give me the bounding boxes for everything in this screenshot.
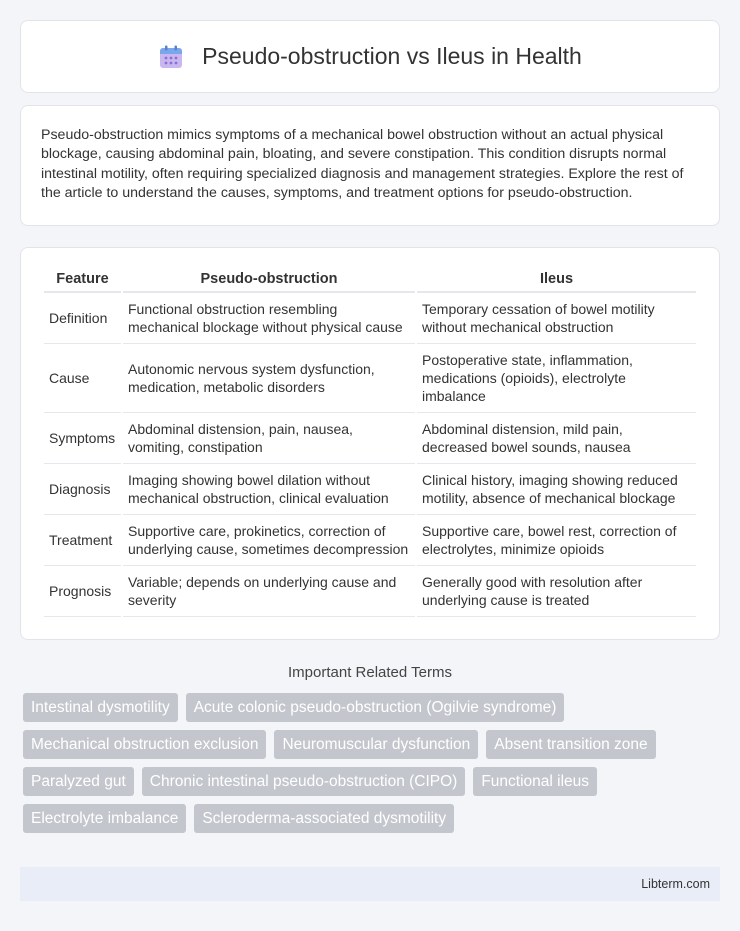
header-pseudo-obstruction: Pseudo-obstruction [123,266,415,293]
row-pseudo-obstruction: Supportive care, prokinetics, correction of underlying cause, sometimes decompression [123,515,415,566]
table-row [44,464,696,515]
row-pseudo-obstruction: Abdominal distension, pain, nausea, vomiting, constipation [123,413,415,464]
row-ileus: Supportive care, bowel rest, correction of electrolytes, minimize opioids [417,515,696,566]
row-feature: Cause [44,344,121,413]
table-row [44,515,696,566]
page-title: Pseudo-obstruction vs Ileus in Health [202,43,582,69]
calendar-icon [158,44,184,70]
row-pseudo-obstruction: Autonomic nervous system dysfunction, medication, metabolic disorders [123,344,415,413]
related-term-tag[interactable]: Intestinal dysmotility [23,693,178,722]
table-row [44,293,696,344]
header [20,20,720,93]
table-row [44,566,696,617]
related-term-tag[interactable]: Mechanical obstruction exclusion [23,730,266,759]
table-row [44,344,696,413]
comparison-table-card [20,247,720,640]
header-ileus: Ileus [417,266,696,293]
row-ileus: Abdominal distension, mild pain, decreased bowel sounds, nausea [417,413,696,464]
related-term-tag[interactable]: Neuromuscular dysfunction [274,730,478,759]
comparison-table [42,266,698,617]
related-term-tag[interactable]: Acute colonic pseudo-obstruction (Ogilvie syndrome) [186,693,565,722]
related-term-tag[interactable]: Scleroderma-associated dysmotility [194,804,454,833]
row-feature: Diagnosis [44,464,121,515]
related-term-tag[interactable]: Electrolyte imbalance [23,804,186,833]
row-feature: Prognosis [44,566,121,617]
row-feature: Treatment [44,515,121,566]
header-feature: Feature [44,266,121,293]
footer-site-link[interactable]: Libterm.com [641,877,710,891]
related-terms-list [20,693,720,833]
related-term-tag[interactable]: Absent transition zone [486,730,655,759]
intro-card [20,105,720,226]
related-term-tag[interactable]: Chronic intestinal pseudo-obstruction (CIPO) [142,767,466,796]
row-pseudo-obstruction: Variable; depends on underlying cause and severity [123,566,415,617]
row-feature: Definition [44,293,121,344]
row-ileus: Postoperative state, inflammation, medications (opioids), electrolyte imbalance [417,344,696,413]
row-feature: Symptoms [44,413,121,464]
related-term-tag[interactable]: Paralyzed gut [23,767,134,796]
related-terms-title: Important Related Terms [288,663,452,681]
related-term-tag[interactable]: Functional ileus [473,767,597,796]
intro-text: Pseudo-obstruction mimics symptoms of a mechanical bowel obstruction without an actual physical blockage, causing abdominal pain, bloating, and severe constipation. This condition disrupts normal intestinal motility, often requiring specialized diagnosis and management strategies. Explore the rest of the article to understand the causes, symptoms, and treatment options for pseudo-obstruction. [41,127,684,202]
row-pseudo-obstruction: Functional obstruction resembling mechanical blockage without physical cause [123,293,415,344]
table-row [44,413,696,464]
table-header-row [44,266,696,293]
row-pseudo-obstruction: Imaging showing bowel dilation without mechanical obstruction, clinical evaluation [123,464,415,515]
row-ileus: Clinical history, imaging showing reduced motility, absence of mechanical blockage [417,464,696,515]
row-ileus: Temporary cessation of bowel motility without mechanical obstruction [417,293,696,344]
footer [20,867,720,901]
row-ileus: Generally good with resolution after underlying cause is treated [417,566,696,617]
